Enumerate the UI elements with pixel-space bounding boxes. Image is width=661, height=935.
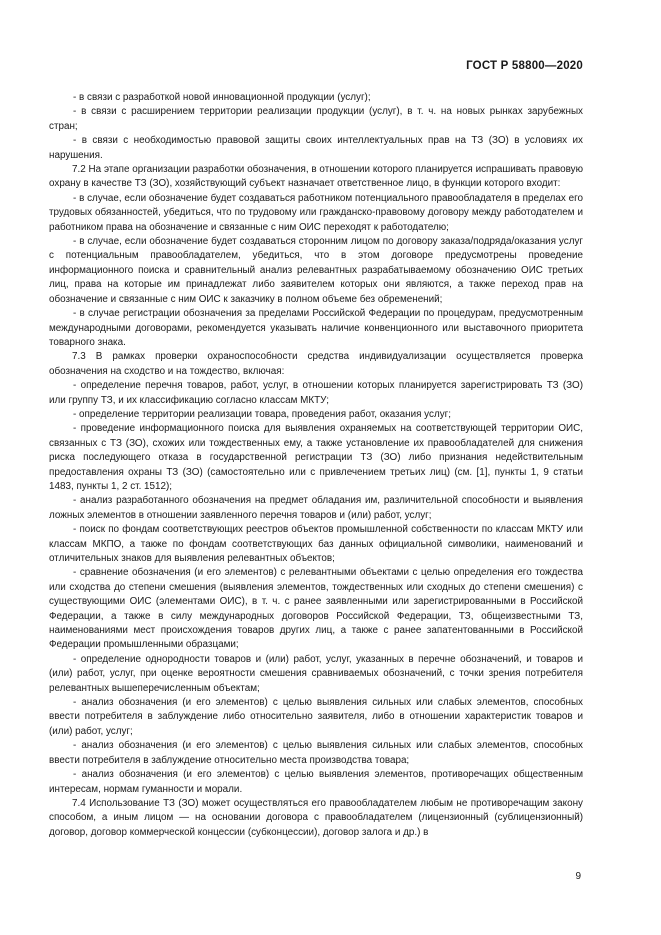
paragraph: - определение однородности товаров и (или) работ, услуг, указанных в перечне обозначений, и товаров и (или) работ, услуг, при оценке вероятности смешения сравниваемых обозначений, с точки зрения потребителя релевантных вышеперечисленным объектам; [49, 653, 583, 694]
paragraph: - сравнение обозначения (и его элементов) с релевантными объектами с целью определения его тождества или сходства до степени смешения (выявления элементов, тождественных или сходных до степени смешения) с существующими ОИС (элементами ОИС), в т. ч. с ранее заявленными или зарегистрированными в Российской Федерации, а также в силу международных договоров Российской Федерации, ТЗ, общеизвестными ТЗ, наименованиями мест происхождения товаров других лиц, а также с ранее запатентованными в Российской Федерации промышленными образцами; [49, 567, 583, 651]
document-code: ГОСТ Р 58800—2020 [466, 60, 583, 72]
page-number: 9 [575, 871, 581, 882]
paragraph: - анализ разработанного обозначения на предмет обладания им, различительной способности и выявления ложных элементов в отношении заявленного перечня товаров и (или) работ, услуг; [49, 495, 583, 521]
document-body [49, 91, 583, 840]
paragraph: - в случае, если обозначение будет создаваться сторонним лицом по договору заказа/подряда/оказания услуг с потенциальным правообладателем, убедиться, что в этом договоре предусмотрены проведение информационного поиска и сравнительный анализ релевантных разрабатываемому обозначению ОИС третьих лиц, права на которые им принадлежат либо заявителем которых они являются, а также переход прав на обозначение и связанные с ним ОИС к заказчику в полном объеме без обременений; [49, 236, 583, 305]
clause-7-4: 7.4 Использование ТЗ (ЗО) может осуществляться его правообладателем любым не противоречащим закону способом, а иным лицом — на основании договора с правообладателем (лицензионный (сублицензионный) договор, договор коммерческой концессии (субконцессии), договор залога и др.) в [49, 797, 583, 838]
paragraph: - определение территории реализации товара, проведения работ, оказания услуг; [73, 408, 451, 420]
paragraph: - проведение информационного поиска для выявления охраняемых на соответствующей территории ОИС, связанных с ТЗ (ЗО), схожих или тождественных ему, а также установление их правообладателей для снижения риска последующего отказа в государственной регистрации ТЗ (ЗО) либо признания недействительным предоставления охраны ТЗ (ЗО) (самостоятельно или с привлечением третьих лиц) (см. [1], пункты 1, 9 статьи 1483, пункты 1, 2 ст. 1512); [49, 423, 583, 492]
paragraph: - анализ обозначения (и его элементов) с целью выявления сильных или слабых элементов, способных ввести потребителя в заблуждение относительно места производства товара; [49, 740, 583, 766]
clause-7-2: 7.2 На этапе организации разработки обозначения, в отношении которого планируется испрашивать правовую охрану в качестве ТЗ (ЗО), хозяйствующий субъект назначает ответственное лицо, в функции которого входит: [49, 164, 583, 190]
paragraph: - в связи с необходимостью правовой защиты своих интеллектуальных прав на ТЗ (ЗО) в условиях их нарушения. [49, 135, 583, 161]
paragraph: - в случае, если обозначение будет создаваться работником потенциального правообладателя в пределах его трудовых обязанностей, убедиться, что по трудовому или гражданско-правовому договору между работодателем и работником права на обозначение и связанные с ним ОИС переходят к работодателю; [49, 192, 583, 233]
paragraph: - поиск по фондам соответствующих реестров объектов промышленной собственности по классам МКТУ или классам МКПО, а также по фондам соответствующих баз данных официальной символики, наименований и отличительных знаков для выявления релевантных объектов; [49, 524, 583, 564]
paragraph: - в связи с расширением территории реализации продукции (услуг), в т. ч. на новых рынках зарубежных стран; [49, 106, 583, 132]
paragraph: - анализ обозначения (и его элементов) с целью выявления сильных или слабых элементов, способных ввести потребителя в заблуждение либо относительно заявителя, либо в отношении характеристик товаров и (или) работ, услуг; [49, 697, 583, 737]
paragraph: - в случае регистрации обозначения за пределами Российской Федерации по процедурам, предусмотренным международными договорами, рекомендуется указывать наличие конвенционного или выставочного приоритета товарного знака. [49, 308, 583, 348]
clause-7-3: 7.3 В рамках проверки охраноспособности средства индивидуализации осуществляется проверка обозначения на сходство и на тождество, включая: [49, 351, 583, 377]
paragraph: - анализ обозначения (и его элементов) с целью выявления элементов, противоречащих общественным интересам, нормам гуманности и морали. [49, 769, 583, 795]
paragraph: - в связи с разработкой новой инновационной продукции (услуг); [73, 92, 371, 103]
paragraph: - определение перечня товаров, работ, услуг, в отношении которых планируется зарегистрировать ТЗ (ЗО) или группу ТЗ, и их классификацию согласно классам МКТУ; [49, 380, 583, 406]
